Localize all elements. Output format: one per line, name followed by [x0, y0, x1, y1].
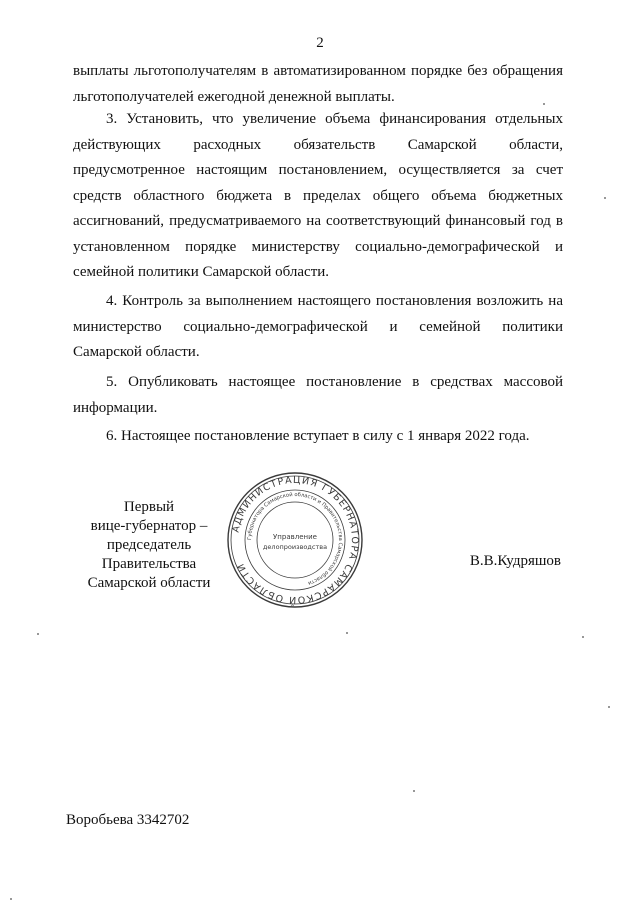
scan-speck [413, 790, 415, 792]
paragraph-continuation-text: выплаты льготополучателям в автоматизированном порядке без обращения льготополучателей ежегодной денежной выплаты. [73, 63, 563, 105]
official-seal-stamp [225, 470, 365, 610]
seal-outer-text: АДМИНИСТРАЦИЯ ГУБЕРНАТОРА САМАРСКОЙ ОБЛАСТИ [230, 474, 361, 606]
executor-line: Воробьева 3342702 [66, 812, 190, 828]
paragraph-item-3 [73, 107, 563, 286]
paragraph-continuation [73, 59, 563, 110]
scan-speck [543, 103, 545, 105]
signatory-name: В.В.Кудряшов [469, 553, 561, 569]
seal-center-line-2: делопроизводства [262, 543, 328, 551]
paragraph-item-3-text: 3. Установить, что увеличение объема финансирования отдельных действующих расходных обязательств Самарской области, предусмотренное настоящим постановлением, осуществляется за счет средств областного бюджета в пределах общего объема бюджетных ассигнований, предусматриваемого на соответствующий финансовый год в установленном порядке министерству социально-демографической и семейной политики Самарской области. [73, 111, 563, 280]
scan-speck [10, 898, 12, 900]
seal-inner-text: Губернатора Самарской области и Правительства Самарской области [246, 491, 344, 586]
signatory-title-line-3: председатель Правительства [101, 537, 197, 572]
scan-speck [346, 632, 348, 634]
signatory-title-line-1: Первый [123, 499, 175, 515]
signatory-title-line-2: вице-губернатор – [90, 518, 208, 534]
paragraph-item-5-text: 5. Опубликовать настоящее постановление в средствах массовой информации. [73, 374, 563, 416]
signatory-title-line-4: Самарской области [87, 575, 211, 591]
paragraph-item-5 [73, 370, 563, 421]
scan-speck [37, 633, 39, 635]
paragraph-item-6-text: 6. Настоящее постановление вступает в силу с 1 января 2022 года. [106, 428, 530, 444]
scan-speck [582, 636, 584, 638]
paragraph-item-4-text: 4. Контроль за выполнением настоящего постановления возложить на министерство социально-демографической и семейной политики Самарской области. [73, 293, 563, 360]
scan-speck [608, 706, 610, 708]
signatory-title [60, 498, 238, 593]
seal-center-line-1: Управление [273, 533, 317, 541]
scan-speck [604, 197, 606, 199]
page-number: 2 [316, 35, 324, 51]
paragraph-item-4 [73, 289, 563, 366]
paragraph-item-6 [73, 424, 563, 450]
